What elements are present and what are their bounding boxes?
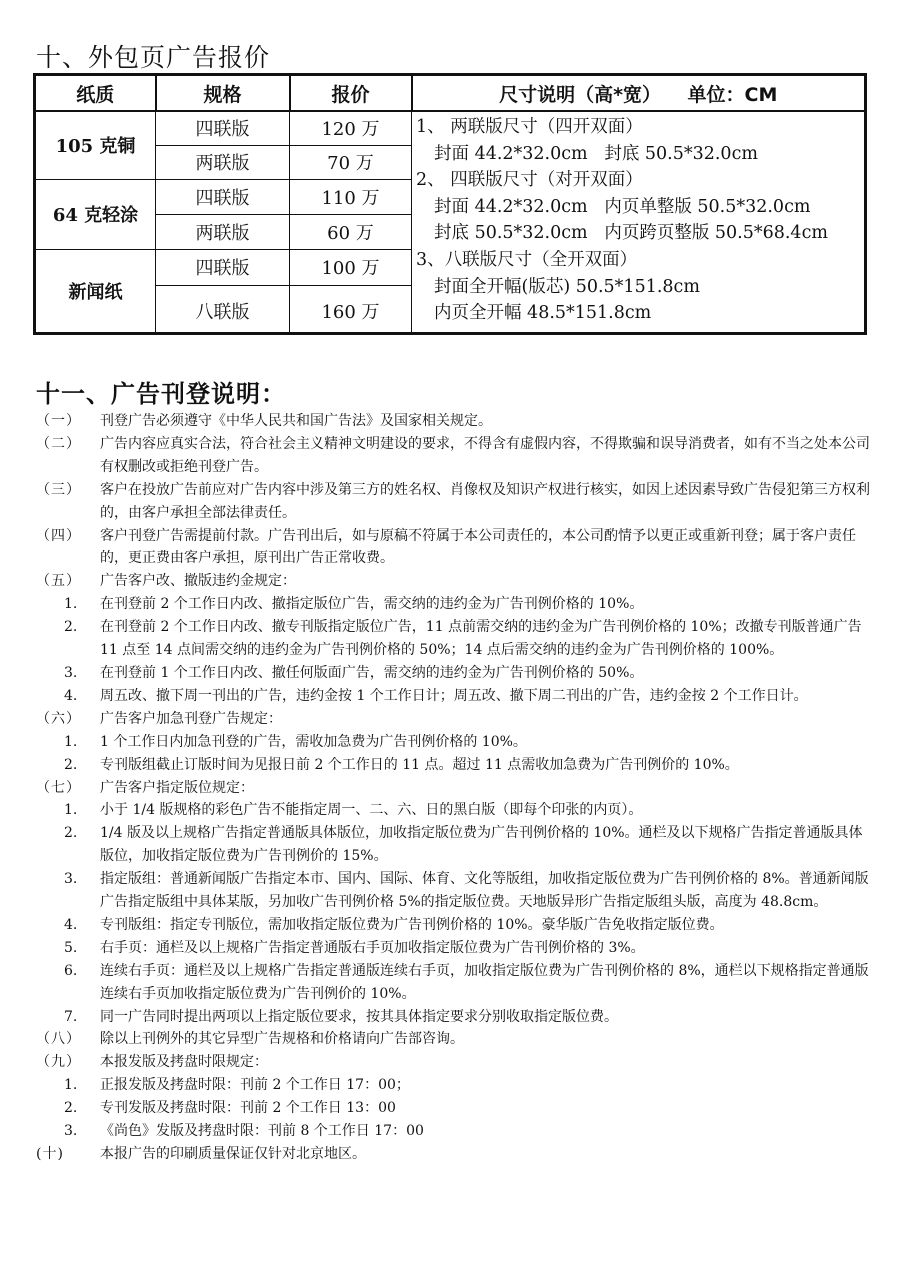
size-note-detail: 封面 44.2*32.0cm 内页单整版 50.5*32.0cm (434, 196, 811, 217)
rule-sub-item-text: 同一广告同时提出两项以上指定版位要求，按其具体指定要求分别收取指定版位费。 (100, 1008, 618, 1025)
rule-sub-item (36, 937, 870, 960)
rule-item-marker: （三） (36, 481, 81, 498)
size-note-detail: 封面 44.2*32.0cm 封底 50.5*32.0cm (434, 143, 758, 164)
rule-item-text: 广告内容应真实合法，符合社会主义精神文明建设的要求，不得含有虚假内容，不得欺骗和误导消费者，如有不当之处本公司有权删改或拒绝刊登广告。 (100, 435, 870, 475)
rule-sub-item-text: 周五改、撤下周一刊出的广告，违约金按 1 个工作日计；周五改、撤下周二刊出的广告，违约金按 2 个工作日计。 (100, 687, 808, 704)
rule-sub-item-number: 3. (64, 664, 78, 681)
rule-item-text: 刊登广告必须遵守《中华人民共和国广告法》及国家相关规定。 (100, 413, 492, 429)
rule-item-marker: （八） (36, 1031, 81, 1048)
paper-cell: 105 克铜 (35, 111, 156, 179)
spec-cell: 两联版 (156, 145, 290, 179)
rule-sub-item (36, 868, 870, 914)
rule-sub-item-number: 2. (64, 1100, 78, 1117)
rule-sub-item (36, 914, 870, 937)
rule-sub-item (36, 616, 870, 662)
rule-item-marker: （七） (36, 779, 81, 796)
price-cell: 100 万 (290, 249, 412, 285)
size-note-heading: 3、八联版尺寸（全开双面） (416, 249, 638, 270)
price-table (33, 73, 867, 335)
price-cell: 60 万 (290, 214, 412, 249)
header-price: 报价 (290, 75, 412, 112)
rule-sub-item-text: 连续右手页：通栏及以上规格广告指定普通版连续右手页，加收指定版位费为广告刊例价格的 8%，通栏以下规格指定普通版连续右手页加收指定版位费为广告刊例价的 10%。 (100, 962, 869, 1002)
spec-cell: 四联版 (156, 179, 290, 214)
rule-sub-item-number: 2. (64, 619, 78, 636)
rule-sub-item-text: 在刊登前 2 个工作日内改、撤指定版位广告，需交纳的违约金为广告刊例价格的 10%。 (100, 596, 644, 613)
spec-cell: 八联版 (156, 285, 290, 333)
rule-sub-item-text: 小于 1/4 版规格的彩色广告不能指定周一、二、六、日的黑白版（即每个印张的内页）。 (100, 802, 643, 819)
rule-sub-item (36, 731, 870, 754)
rule-sub-item-text: 正报发版及拷盘时限：刊前 2 个工作日 17：00； (100, 1077, 410, 1094)
rule-sub-item-number: 3. (64, 871, 78, 888)
rule-sub-item-number: 2. (64, 825, 78, 842)
size-note-detail: 内页全开幅 48.5*151.8cm (434, 303, 652, 324)
rule-sub-item-number: 2. (64, 756, 78, 773)
size-note-heading: 1、 两联版尺寸（四开双面） (416, 117, 643, 137)
rule-sub-item (36, 662, 870, 685)
rule-sub-item-number: 4. (64, 687, 78, 704)
header-size-notes: 尺寸说明（高*宽） 单位：CM (412, 75, 866, 112)
rule-item-text: 客户在投放广告前应对广告内容中涉及第三方的姓名权、肖像权及知识产权进行核实，如因上述因素导致广告侵犯第三方权利的，由客户承担全部法律责任。 (100, 481, 870, 521)
rule-sub-item-number: 5. (64, 939, 78, 956)
section-10-title: 十、外包页广告报价 (36, 43, 271, 72)
rule-sub-item (36, 1006, 870, 1029)
price-cell: 110 万 (290, 179, 412, 214)
price-table-header-row (35, 75, 866, 112)
rule-item-text: 广告客户改、撤版违约金规定： (100, 573, 296, 590)
rule-sub-item-number: 1. (64, 733, 78, 750)
rule-sub-item-text: 1/4 版及以上规格广告指定普通版具体版位，加收指定版位费为广告刊例价格的 10%。通栏及以下规格广告指定普通版具体版位，加收指定版位费为广告刊例价的 15%。 (100, 825, 863, 865)
rule-item (36, 479, 870, 525)
rule-sub-item (36, 1074, 870, 1097)
rule-item-marker: (十) (36, 1146, 64, 1162)
rule-item-marker: （一） (36, 413, 81, 429)
rule-item (36, 433, 870, 479)
rule-sub-item (36, 799, 870, 822)
rule-sub-item-text: 在刊登前 1 个工作日内改、撤任何版面广告，需交纳的违约金为广告刊例价格的 50%。 (100, 664, 644, 681)
table-row (35, 111, 866, 145)
rule-sub-item-text: 在刊登前 2 个工作日内改、撤专刊版指定版位广告，11 点前需交纳的违约金为广告刊例价格的 10%；改撤专刊版普通广告 11 点至 14 点间需交纳的违约金为广告刊例价格的 50%；14 点后需交纳的违约金为广告刊例价格的 100%。 (100, 619, 862, 659)
rule-item-text: 广告客户指定版位规定： (100, 779, 254, 796)
price-cell: 120 万 (290, 111, 412, 145)
rule-item (36, 570, 870, 593)
spec-cell: 四联版 (156, 249, 290, 285)
rule-sub-item-text: 专刊发版及拷盘时限：刊前 2 个工作日 13：00 (100, 1100, 396, 1117)
rule-sub-item (36, 1097, 870, 1120)
rule-sub-item-number: 1. (64, 1077, 78, 1094)
size-note-heading: 2、 四联版尺寸（对开双面） (416, 170, 643, 191)
spec-cell: 两联版 (156, 214, 290, 249)
rule-item (36, 525, 870, 571)
section-11-title: 十一、广告刊登说明： (36, 380, 286, 408)
price-cell: 160 万 (290, 285, 412, 333)
spec-cell: 四联版 (156, 111, 290, 145)
rule-item (36, 1028, 870, 1051)
rule-item-marker: （九） (36, 1054, 81, 1071)
rule-item-text: 除以上刊例外的其它异型广告规格和价格请向广告部咨询。 (100, 1031, 464, 1048)
rule-sub-item-text: 《尚色》发版及拷盘时限：刊前 8 个工作日 17：00 (100, 1123, 424, 1140)
rule-sub-item-number: 6. (64, 962, 78, 979)
rule-sub-item-number: 3. (64, 1123, 78, 1140)
rule-sub-item-number: 1. (64, 596, 78, 613)
size-note-detail: 封底 50.5*32.0cm 内页跨页整版 50.5*68.4cm (434, 223, 828, 244)
rule-sub-item-number: 4. (64, 916, 78, 933)
price-cell: 70 万 (290, 145, 412, 179)
rule-item-marker: （四） (36, 527, 81, 544)
rule-sub-item (36, 822, 870, 868)
rule-sub-item (36, 754, 870, 777)
rules-list (36, 410, 870, 1166)
rule-sub-item (36, 1120, 870, 1143)
rule-item-marker: （二） (36, 435, 81, 452)
rule-sub-item-number: 7. (64, 1008, 78, 1025)
rule-sub-item-text: 专刊版组：指定专刊版位，需加收指定版位费为广告刊例价格的 10%。豪华版广告免收指定版位费。 (100, 916, 724, 933)
rule-sub-item (36, 685, 870, 708)
size-notes-list (416, 114, 864, 327)
header-spec: 规格 (156, 75, 290, 112)
rule-item (36, 708, 870, 731)
rule-sub-item-text: 右手页：通栏及以上规格广告指定普通版右手页加收指定版位费为广告刊例价格的 3%。 (100, 939, 645, 956)
rule-item-text: 本报发版及拷盘时限规定： (100, 1054, 268, 1071)
rule-item (36, 410, 870, 433)
rule-sub-item (36, 593, 870, 616)
rule-sub-item-text: 专刊版组截止订版时间为见报日前 2 个工作日的 11 点。超过 11 点需收加急费为广告刊例价的 10%。 (100, 756, 739, 773)
rule-sub-item (36, 960, 870, 1006)
paper-cell: 64 克轻涂 (35, 179, 156, 249)
rule-item (36, 1143, 870, 1166)
rule-sub-item-text: 指定版组：普通新闻版广告指定本市、国内、国际、体育、文化等版组，加收指定版位费为广告刊例价格的 8%。普通新闻版广告指定版组中具体某版，另加收广告刊例价格 5%的指定版位费。天地版异形广告指定版组头版，高度为 48.8cm。 (100, 871, 869, 911)
rule-item-text: 客户刊登广告需提前付款。广告刊出后，如与原稿不符属于本公司责任的，本公司酌情予以更正或重新刊登；属于客户责任的，更正费由客户承担，原刊出广告正常收费。 (100, 527, 856, 567)
rule-item-text: 广告客户加急刊登广告规定： (100, 710, 282, 727)
rule-sub-item-number: 1. (64, 802, 78, 819)
rule-item-text: 本报广告的印刷质量保证仅针对北京地区。 (100, 1146, 366, 1162)
size-note-detail: 封面全开幅(版芯) 50.5*151.8cm (434, 276, 700, 297)
rule-item-marker: （五） (36, 573, 81, 590)
rule-item (36, 777, 870, 800)
rule-sub-item-text: 1 个工作日内加急刊登的广告，需收加急费为广告刊例价格的 10%。 (100, 733, 527, 750)
rule-item-marker: （六） (36, 710, 81, 727)
size-notes-cell (412, 111, 866, 333)
paper-cell: 新闻纸 (35, 249, 156, 333)
rule-item (36, 1051, 870, 1074)
header-paper: 纸质 (35, 75, 156, 112)
